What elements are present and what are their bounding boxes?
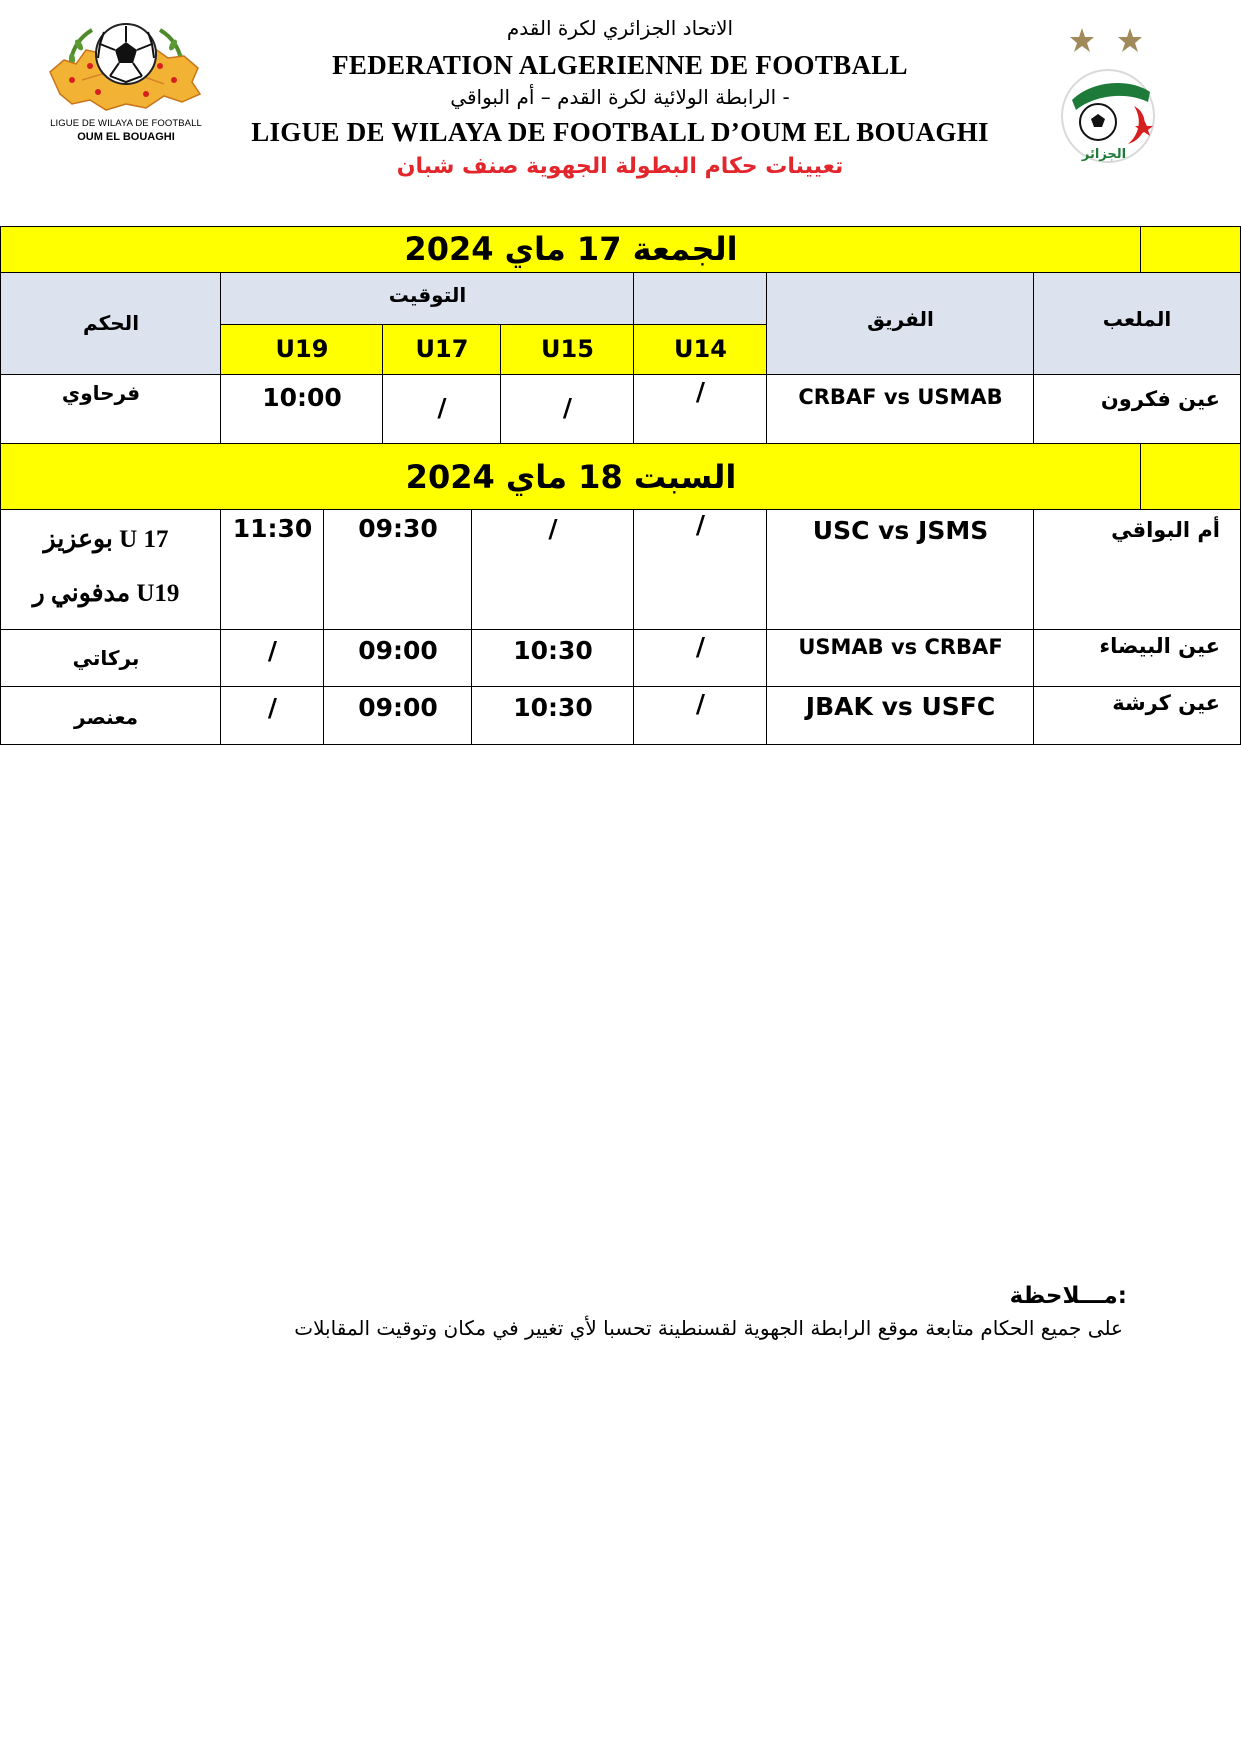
table-row-u17 [324,687,472,744]
match-teams: USC vs JSMS [812,516,989,545]
time-u19: 10:00 [262,383,342,412]
age-u14-label: U14 [674,335,727,363]
day-bar [1,227,1141,273]
league-logo [42,10,210,142]
time-u17: 09:00 [358,693,438,722]
table-row-u17 [324,510,472,630]
table-row-referee [1,510,221,630]
time-u14: / [695,689,706,718]
federation-name-fr: FEDERATION ALGERIENNE DE FOOTBALL [332,50,908,80]
time-u14: / [695,510,706,539]
match-teams: JBAK vs USFC [805,692,996,721]
time-u15: 10:30 [513,693,593,722]
day-bar-spacer [1141,444,1240,510]
header-team [767,273,1034,375]
time-u15: / [548,514,558,543]
table-row-referee [1,630,221,687]
time-u19: 11:30 [232,514,313,543]
age-u19 [221,325,383,375]
stadium-name: عين البيضاء [1099,634,1220,658]
header-stadium-label: الملعب [1102,307,1172,331]
day-date-label: السبت 18 ماي 2024 [405,458,737,496]
table-row-u19 [221,630,324,687]
time-u14: / [695,632,706,661]
table-row-u14 [634,510,767,630]
header-team-label: الفريق [867,307,934,331]
schedule-table-day1 [0,226,1241,444]
age-u14 [634,325,767,375]
table-row-u14 [634,375,767,443]
league-name-ar: الرابطة الولائية لكرة القدم – أم البواقي - [450,85,790,109]
league-name-fr: LIGUE DE WILAYA DE FOOTBALL D’OUM EL BOUAGHI [251,117,989,147]
match-teams: USMAB vs CRBAF [798,635,1003,659]
day-date-label: الجمعة 17 ماي 2024 [404,230,738,268]
logo-caption-line-2: OUM EL BOUAGHI [77,131,175,143]
time-u17: 09:30 [358,514,438,543]
time-u15: 10:30 [513,636,593,665]
age-u17-label: U17 [415,335,469,363]
age-u19-label: U19 [275,335,329,363]
time-u17: / [437,393,447,422]
table-row-stadium [1034,630,1240,687]
header-blank [634,273,767,325]
table-row-referee [1,687,221,744]
stadium-name: عين كرشة [1112,691,1220,715]
table-row-u19 [221,687,324,744]
time-u15: / [562,393,573,422]
table-row-u15 [472,687,634,744]
header-time-label: التوقيت [388,283,467,307]
table-row-stadium [1034,510,1240,630]
table-row-stadium [1034,687,1240,744]
time-u19: / [267,693,278,722]
faf-crest-icon [1052,22,1172,164]
table-row-u19 [221,510,324,630]
header-referee-label: الحكم [82,311,140,335]
table-row-match [767,687,1034,744]
table-row-match [767,510,1034,630]
time-u14: / [695,377,706,406]
table-row-stadium [1034,375,1240,443]
age-u15-label: U15 [541,335,594,363]
table-row-u17 [383,375,501,443]
referee-name-2: مدفوني ر U19 [32,580,180,607]
note-title: مـــلاحظة: [1009,1283,1127,1309]
stadium-name: أم البواقي [1111,518,1220,542]
header-time [221,273,634,325]
map-ball-emblem-icon [42,10,210,118]
referee-name: فرحاوي [61,381,141,405]
table-row-u15 [501,375,634,443]
table-row-u15 [472,510,634,630]
stadium-name: عين فكرون [1100,387,1220,411]
day-bar-spacer [1141,227,1240,273]
federation-name-ar: الاتحاد الجزائري لكرة القدم [506,16,734,40]
logo-caption-line-1: LIGUE DE WILAYA DE FOOTBALL [50,118,202,129]
age-u17 [383,325,501,375]
referee-name-1: بوعزيز U 17 [43,526,169,553]
age-u15 [501,325,634,375]
time-u19: / [267,636,278,665]
day-bar [1,444,1141,510]
table-row-u15 [472,630,634,687]
table-row-u19 [221,375,383,443]
table-row-u14 [634,630,767,687]
schedule-table-day2 [0,443,1241,745]
note-text: على جميع الحكام متابعة موقع الرابطة الجهوية لقسنطينة تحسبا لأي تغيير في مكان وتوقيت المقابلات [294,1316,1123,1340]
table-row-match [767,375,1034,443]
table-row-u14 [634,687,767,744]
table-row-match [767,630,1034,687]
table-row-u17 [324,630,472,687]
table-row-referee [1,375,221,443]
crest-caption: الجزائر [1081,147,1127,162]
header-stadium [1034,273,1240,375]
referee-name: بركاتي [72,646,140,670]
referee-name: معنصر [74,705,138,729]
document-title: تعيينات حكام البطولة الجهوية صنف شبان [396,154,844,179]
match-teams: CRBAF vs USMAB [798,385,1003,409]
federation-crest [1052,22,1172,164]
time-u17: 09:00 [358,636,438,665]
header-referee [1,273,221,375]
